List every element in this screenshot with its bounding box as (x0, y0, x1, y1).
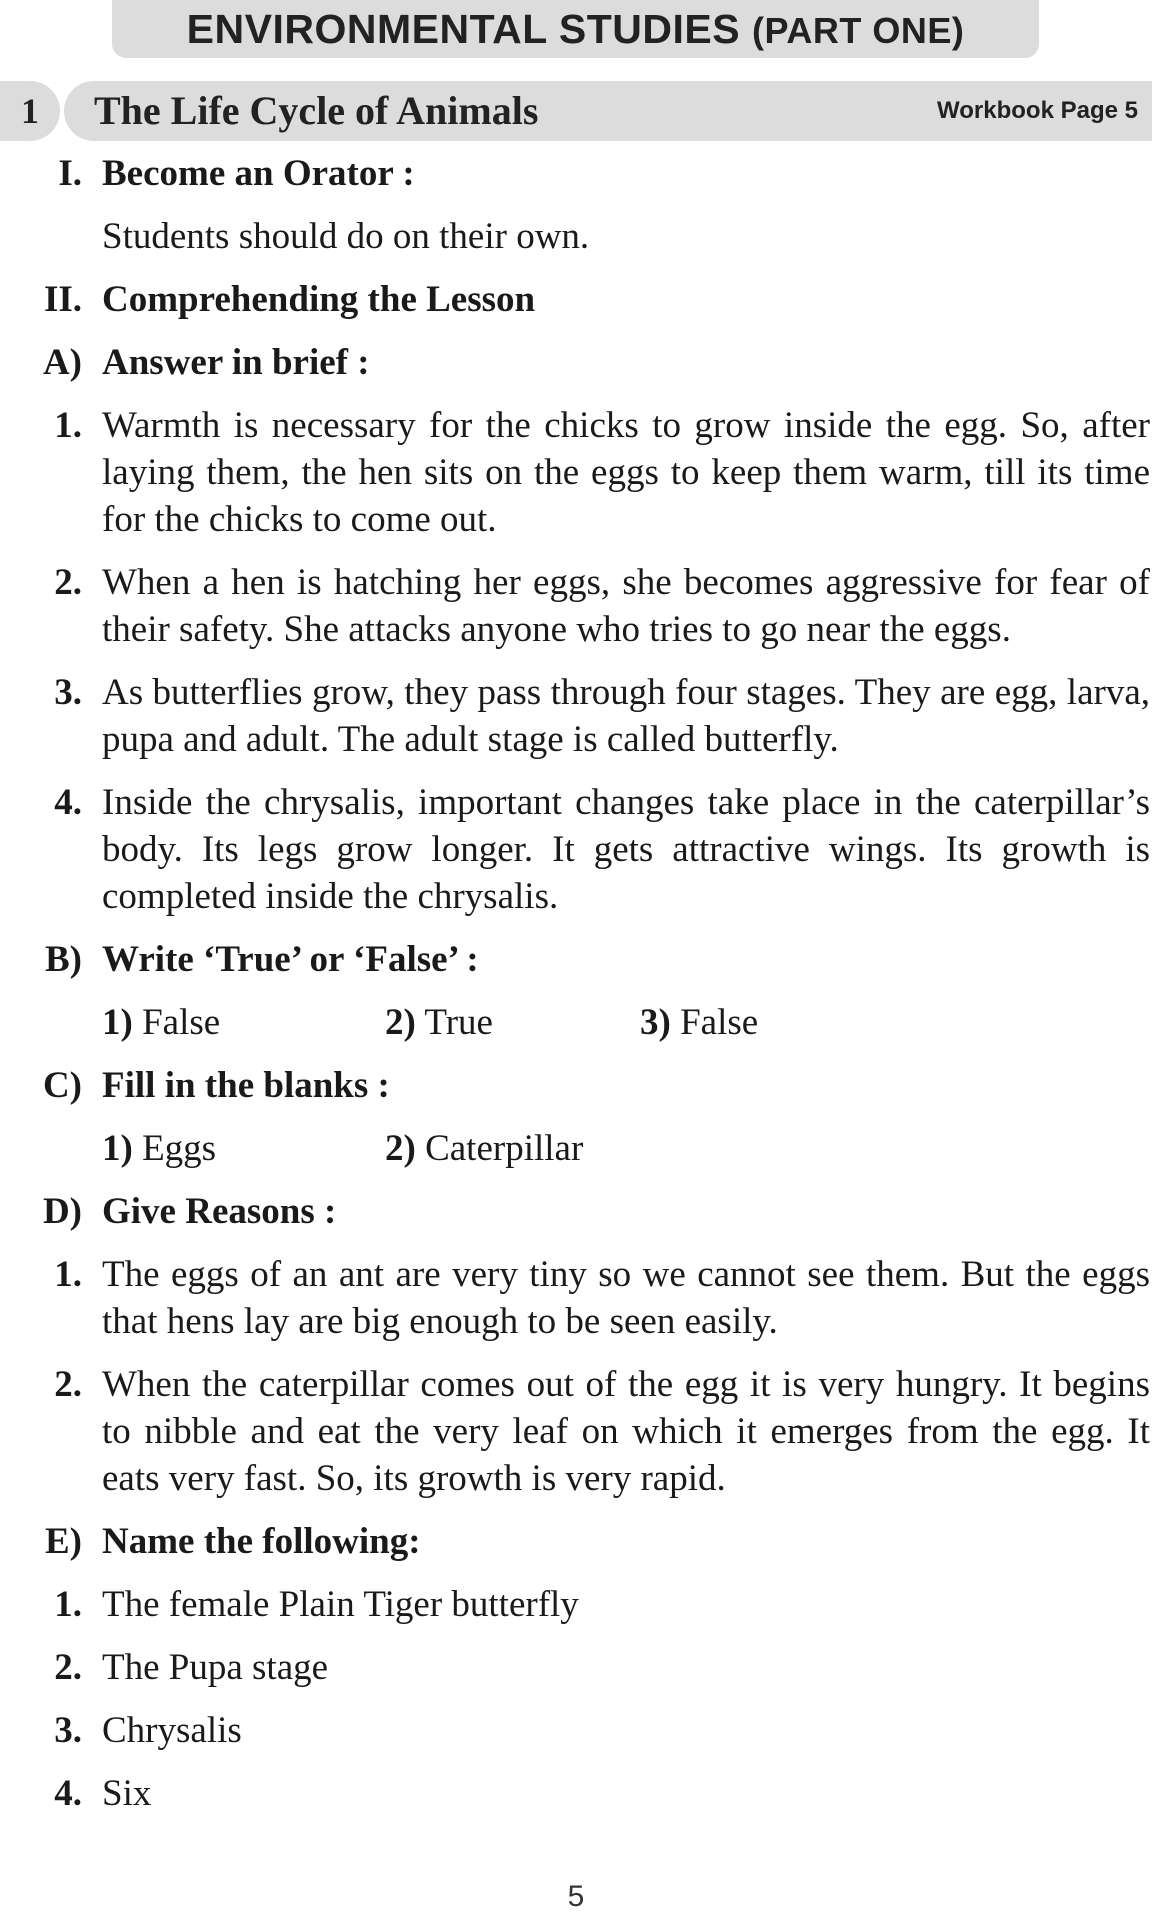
answer-number: 2) (385, 1002, 416, 1043)
book-part: (PART ONE) (752, 10, 965, 51)
section-heading: Become an Orator : (102, 153, 415, 194)
item-text: As butterflies grow, they pass through four stages. They are egg, larva, pupa and adult. The adult stage is called butterfly. (102, 672, 1150, 760)
section-heading: Fill in the blanks : (102, 1065, 390, 1106)
answer-number: 2) (385, 1128, 416, 1169)
list-item (0, 1251, 1152, 1345)
blanks-answers (102, 1125, 1152, 1172)
list-item (0, 1707, 1152, 1754)
item-text: The female Plain Tiger butterfly (102, 1584, 579, 1625)
book-title-banner (112, 0, 1039, 58)
section-heading: Name the following: (102, 1521, 421, 1562)
answer-content (0, 150, 1152, 1817)
list-item (0, 1581, 1152, 1628)
item-text: When a hen is hatching her eggs, she becomes aggressive for fear of their safety. She attacks anyone who tries to go near the eggs. (102, 562, 1150, 650)
true-false-answers (102, 999, 1152, 1046)
section-marker: II. (43, 279, 82, 320)
item-number: 2. (54, 562, 82, 603)
section-marker: A) (42, 342, 82, 383)
section-blanks (0, 1062, 1152, 1109)
answer-text: False (142, 1002, 221, 1043)
answer-item (102, 999, 220, 1046)
section-marker: C) (42, 1065, 82, 1106)
item-text: Warmth is necessary for the chicks to grow inside the egg. So, after laying them, the hen sits on the eggs to keep them warm, till its time for the chicks to come out. (102, 405, 1150, 540)
item-text: When the caterpillar comes out of the egg it is very hungry. It begins to nibble and eat the very leaf on which it emerges from the egg. It eats very fast. So, its growth is very rapid. (102, 1364, 1150, 1499)
section-marker: B) (45, 939, 82, 980)
section-heading: Comprehending the Lesson (102, 279, 536, 320)
list-item (0, 1361, 1152, 1502)
section-heading: Give Reasons : (102, 1191, 337, 1232)
item-number: 1. (54, 1584, 82, 1625)
item-text: Inside the chrysalis, important changes take place in the caterpillar’s body. Its legs grow longer. It gets attractive wings. Its growth is completed inside the chrysalis. (102, 782, 1150, 917)
section-marker: D) (42, 1191, 82, 1232)
section-heading: Answer in brief : (102, 342, 370, 383)
item-number: 3. (54, 1710, 82, 1751)
section-reasons (0, 1188, 1152, 1235)
answer-number: 3) (640, 1002, 671, 1043)
workbook-page-ref: Workbook Page 5 (937, 97, 1138, 124)
item-number: 3. (54, 672, 82, 713)
section-orator (0, 150, 1152, 197)
item-text: Six (102, 1773, 152, 1814)
item-number: 1. (54, 405, 82, 446)
list-item (0, 1644, 1152, 1691)
section-brief (0, 339, 1152, 386)
chapter-title-bar (64, 81, 1152, 141)
item-number: 4. (54, 1773, 82, 1814)
list-item (0, 402, 1152, 543)
item-number: 2. (54, 1647, 82, 1688)
answer-item (640, 999, 758, 1046)
answer-item (102, 1125, 216, 1172)
answer-text: Caterpillar (425, 1128, 584, 1169)
book-title: ENVIRONMENTAL STUDIES (186, 6, 741, 52)
answer-item (385, 1125, 583, 1172)
chapter-title: The Life Cycle of Animals (94, 88, 539, 133)
section-marker: E) (45, 1521, 82, 1562)
section-comprehending (0, 276, 1152, 323)
item-number: 1. (54, 1254, 82, 1295)
section-marker: I. (58, 153, 82, 194)
chapter-number: 1 (0, 81, 60, 141)
section-heading: Write ‘True’ or ‘False’ : (102, 939, 479, 980)
section-true-false (0, 936, 1152, 983)
answer-item (385, 999, 493, 1046)
answer-text: Eggs (142, 1128, 217, 1169)
item-text: The eggs of an ant are very tiny so we cannot see them. But the eggs that hens lay are big enough to be seen easily. (102, 1254, 1150, 1342)
item-number: 2. (54, 1364, 82, 1405)
list-item (0, 779, 1152, 920)
list-item (0, 669, 1152, 763)
orator-answer: Students should do on their own. (102, 216, 590, 257)
item-text: Chrysalis (102, 1710, 242, 1751)
item-number: 4. (54, 782, 82, 823)
page-number: 5 (567, 1880, 585, 1913)
answer-text: False (680, 1002, 759, 1043)
list-item (0, 1770, 1152, 1817)
answer-text: True (424, 1002, 493, 1043)
answer-number: 1) (102, 1002, 133, 1043)
item-text: The Pupa stage (102, 1647, 329, 1688)
section-name (0, 1518, 1152, 1565)
list-item (0, 559, 1152, 653)
answer-number: 1) (102, 1128, 133, 1169)
chapter-header (0, 81, 1152, 141)
